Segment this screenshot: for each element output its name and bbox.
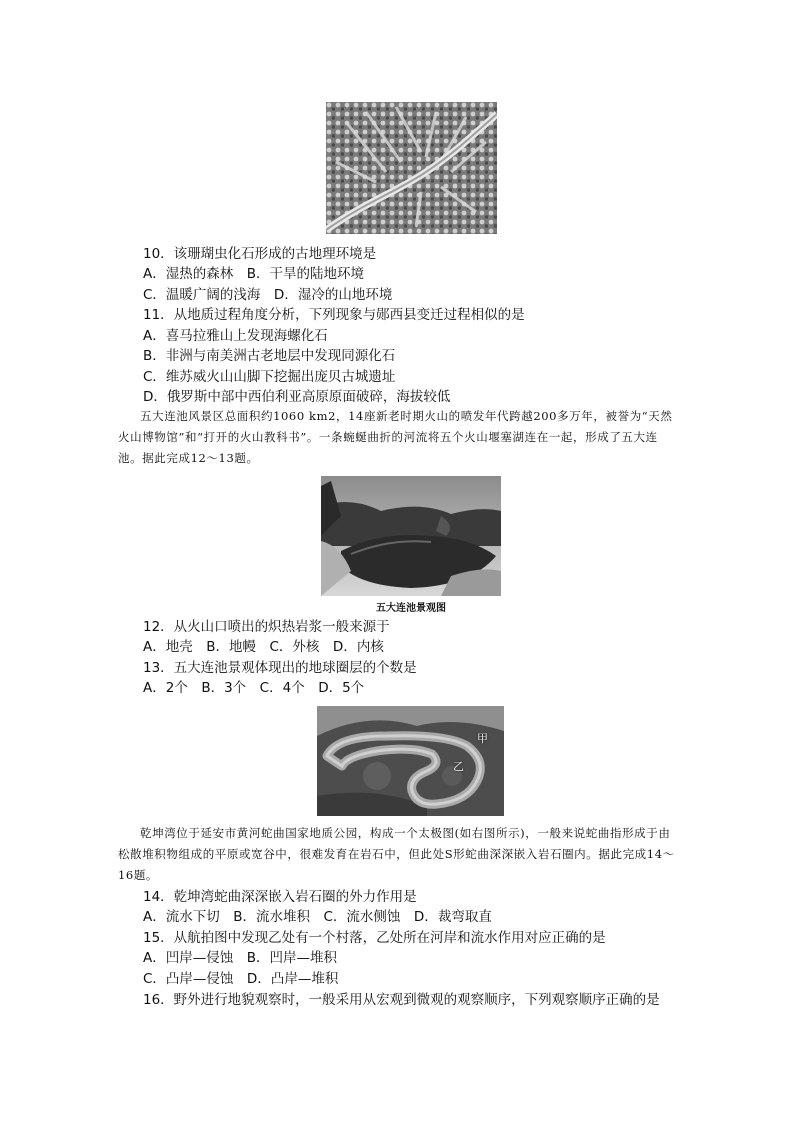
question-15-options-cd: C．凸岸—侵蚀 D．凸岸—堆积	[143, 971, 339, 987]
question-14-stem: 14．乾坤湾蛇曲深深嵌入岩石圈的外力作用是	[143, 889, 417, 905]
figure-caption-wudalianchi: 五大连池景观图	[376, 603, 446, 614]
passage-qiankun-bay-text: 乾坤湾位于延安市黄河蛇曲国家地质公园，构成一个太极图(如右图所示)，一般来说蛇曲指形成于由松散堆积物组成的平原或宽谷中，很难发育在岩石中，但此处S形蛇曲深深嵌入岩石圈内。据此完成14～16题。	[118, 826, 675, 882]
passage-wudalianchi	[118, 406, 680, 469]
map-label-yi: 乙	[453, 760, 464, 773]
question-16-stem: 16．野外进行地貌观察时，一般采用从宏观到微观的观察顺序，下列观察顺序正确的是	[143, 992, 660, 1008]
question-10-options-ab: A．湿热的森林 B．干旱的陆地环境	[143, 266, 364, 282]
passage-wudalianchi-text: 五大连池风景区总面积约1060 km2，14座新老时期火山的喷发年代跨越200多万年，被誉为“天然火山博物馆”和“打开的火山教科书”。一条蜿蜒曲折的河流将五个火山堰塞湖连在一起，形成了五大连池。据此完成12～13题。	[118, 409, 673, 465]
question-12-options: A．地壳 B．地幔 C．外核 D．内核	[143, 639, 384, 655]
question-11-option-c: C．维苏威火山山脚下挖掘出庞贝古城遗址	[143, 369, 396, 385]
question-13-stem: 13．五大连池景观体现出的地球圈层的个数是	[143, 660, 417, 676]
question-12-stem: 12．从火山口喷出的炽热岩浆一般来源于	[143, 619, 390, 635]
coral-fossil-photo	[326, 102, 497, 234]
question-11-option-d: D．俄罗斯中部中西伯利亚高原原面破碎，海拔较低	[143, 389, 451, 405]
question-15-options-ab: A．凹岸—侵蚀 B．凹岸—堆积	[143, 950, 337, 966]
question-10-options-cd: C．温暖广阔的浅海 D．湿冷的山地环境	[143, 287, 393, 303]
wudalianchi-landscape-photo	[321, 476, 501, 596]
question-14-options: A．流水下切 B．流水堆积 C．流水侧蚀 D．裁弯取直	[143, 909, 492, 925]
map-label-jia: 甲	[477, 732, 488, 745]
question-11-option-a: A．喜马拉雅山上发现海螺化石	[143, 328, 328, 344]
qiankun-bay-aerial-photo	[317, 706, 504, 816]
passage-qiankun-bay	[118, 823, 680, 886]
question-10-stem: 10．该珊瑚虫化石形成的古地理环境是	[143, 246, 377, 262]
question-13-options: A．2个 B．3个 C．4个 D．5个	[143, 680, 365, 696]
question-11-stem: 11．从地质过程角度分析，下列现象与郧西县变迁过程相似的是	[143, 307, 525, 323]
question-15-stem: 15．从航拍图中发现乙处有一个村落，乙处所在河岸和流水作用对应正确的是	[143, 930, 606, 946]
question-11-option-b: B．非洲与南美洲古老地层中发现同源化石	[143, 348, 396, 364]
